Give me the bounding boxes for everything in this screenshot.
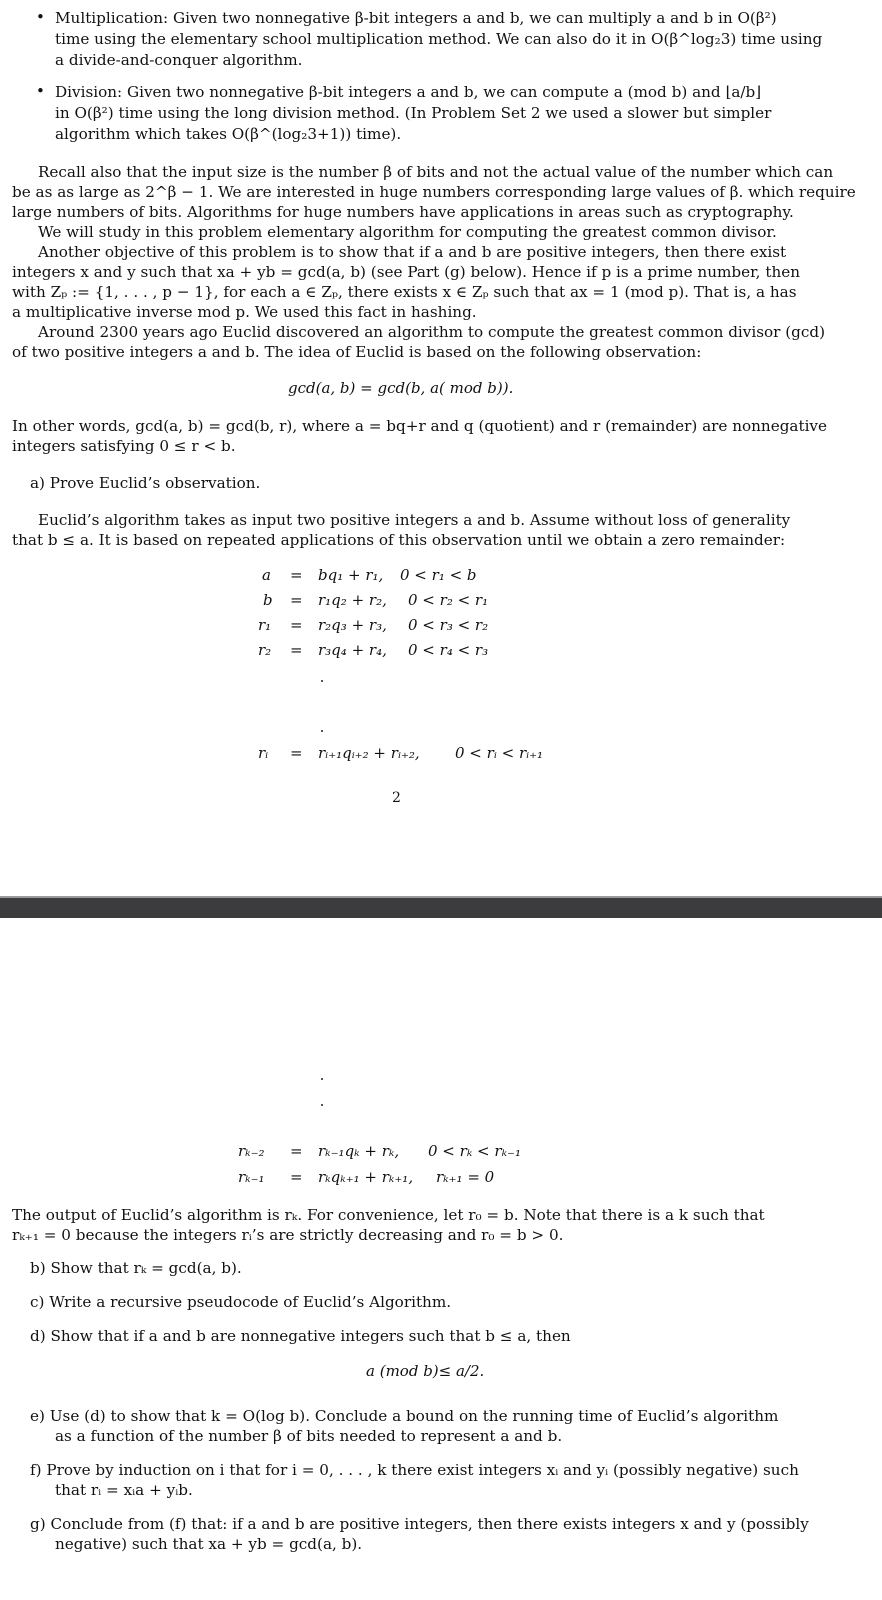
- bullet-multiplication-line-2: time using the elementary school multiplication method. We can also do it in O(β^log₂3) time using: [55, 30, 823, 48]
- recall-paragraph-line: be as as large as 2^β − 1. We are interested in huge numbers corresponding large values of β. which require: [12, 183, 856, 201]
- part-b-prompt: b) Show that rₖ = gcd(a, b).: [30, 1259, 242, 1277]
- bullet-marker: •: [36, 82, 45, 100]
- eq-rhs: rₖ₋₁qₖ + rₖ,: [318, 1142, 400, 1160]
- eq-rhs: r₂q₃ + r₃,: [318, 616, 387, 634]
- eq-equals: =: [290, 566, 303, 584]
- bullet-division-line-1: Division: Given two nonnegative β-bit integers a and b, we can compute a (mod b) and ⌊a/b⌋: [55, 83, 762, 101]
- eq-rhs: bq₁ + r₁,: [318, 566, 384, 584]
- part-f-prompt-line: that rᵢ = xᵢa + yᵢb.: [55, 1481, 193, 1499]
- objective-paragraph-line: Another objective of this problem is to show that if a and b are positive integers, then there exist: [38, 243, 787, 261]
- eq-condition: 0 < r₂ < r₁: [408, 591, 489, 609]
- other-words-line: In other words, gcd(a, b) = gcd(b, r), where a = bq+r and q (quotient) and r (remainder) are nonnegative: [12, 417, 828, 435]
- part-g-prompt-line: negative) such that xa + yb = gcd(a, b).: [55, 1535, 363, 1553]
- eq-equals: =: [290, 641, 303, 659]
- bullet-division-line-3: algorithm which takes O(β^(log₂3+1)) time).: [55, 125, 402, 143]
- part-d-prompt: d) Show that if a and b are nonnegative integers such that b ≤ a, then: [30, 1327, 571, 1345]
- eq-condition: 0 < r₃ < r₂: [408, 616, 489, 634]
- eq-lhs: rᵢ: [258, 744, 269, 762]
- eq-lhs: rₖ₋₂: [238, 1142, 265, 1160]
- eq-condition: 0 < r₁ < b: [400, 566, 477, 584]
- eq-rhs: rᵢ₊₁qᵢ₊₂ + rᵢ₊₂,: [318, 744, 420, 762]
- page-number: 2: [392, 790, 401, 806]
- part-f-prompt-line: f) Prove by induction on i that for i = 0, . . . , k there exist integers xᵢ and yᵢ (possibly negative) such: [30, 1461, 799, 1479]
- ellipsis-dot: [321, 730, 323, 732]
- eq-lhs: rₖ₋₁: [238, 1168, 265, 1186]
- eq-condition: 0 < rᵢ < rᵢ₊₁: [455, 744, 544, 762]
- eq-condition: 0 < r₄ < r₃: [408, 641, 489, 659]
- eq-lhs: b: [263, 591, 273, 609]
- bullet-multiplication-line-3: a divide-and-conquer algorithm.: [55, 51, 303, 69]
- part-d-inequality: a (mod b)≤ a/2.: [366, 1362, 485, 1380]
- eq-equals: =: [290, 591, 303, 609]
- eq-equals: =: [290, 1168, 303, 1186]
- eq-lhs: r₁: [258, 616, 272, 634]
- objective-paragraph-line: a multiplicative inverse mod p. We used this fact in hashing.: [12, 303, 477, 321]
- part-c-prompt: c) Write a recursive pseudocode of Euclid’s Algorithm.: [30, 1293, 452, 1311]
- euclid-paragraph-line: of two positive integers a and b. The idea of Euclid is based on the following observation:: [12, 343, 702, 361]
- output-paragraph-line: rₖ₊₁ = 0 because the integers rᵢ’s are strictly decreasing and r₀ = b > 0.: [12, 1226, 564, 1244]
- bullet-division-line-2: in O(β²) time using the long division method. (In Problem Set 2 we used a slower but simpler: [55, 104, 772, 122]
- eq-rhs: r₃q₄ + r₄,: [318, 641, 387, 659]
- eq-condition: 0 < rₖ < rₖ₋₁: [428, 1142, 521, 1160]
- ellipsis-dot: [321, 1078, 323, 1080]
- ellipsis-dot: [321, 680, 323, 682]
- study-paragraph-line: We will study in this problem elementary algorithm for computing the greatest common divisor.: [38, 223, 777, 241]
- recall-paragraph-line: Recall also that the input size is the number β of bits and not the actual value of the number which can: [38, 163, 834, 181]
- output-paragraph-line: The output of Euclid’s algorithm is rₖ. For convenience, let r₀ = b. Note that there is a k such that: [12, 1206, 765, 1224]
- algorithm-intro-line: that b ≤ a. It is based on repeated applications of this observation until we obtain a zero remainder:: [12, 531, 786, 549]
- eq-equals: =: [290, 1142, 303, 1160]
- euclid-observation-equation: gcd(a, b) = gcd(b, a( mod b)).: [288, 379, 514, 397]
- objective-paragraph-line: with Zₚ := {1, . . . , p − 1}, for each a ∈ Zₚ, there exists x ∈ Zₚ such that ax = 1 (mod p). That is, a has: [12, 283, 797, 301]
- part-a-prompt: a) Prove Euclid’s observation.: [30, 474, 261, 492]
- eq-lhs: r₂: [258, 641, 272, 659]
- eq-condition: rₖ₊₁ = 0: [436, 1168, 495, 1186]
- algorithm-intro-line: Euclid’s algorithm takes as input two positive integers a and b. Assume without loss of generality: [38, 511, 791, 529]
- part-e-prompt-line: e) Use (d) to show that k = O(log b). Conclude a bound on the running time of Euclid’s algorithm: [30, 1407, 779, 1425]
- objective-paragraph-line: integers x and y such that xa + yb = gcd(a, b) (see Part (g) below). Hence if p is a prime number, then: [12, 263, 800, 281]
- eq-rhs: rₖqₖ₊₁ + rₖ₊₁,: [318, 1168, 414, 1186]
- bullet-multiplication-line-1: Multiplication: Given two nonnegative β-bit integers a and b, we can multiply a and b in O(β²): [55, 9, 777, 27]
- eq-rhs: r₁q₂ + r₂,: [318, 591, 387, 609]
- bullet-marker: •: [36, 8, 45, 26]
- recall-paragraph-line: large numbers of bits. Algorithms for huge numbers have applications in areas such as cryptography.: [12, 203, 794, 221]
- other-words-line: integers satisfying 0 ≤ r < b.: [12, 437, 236, 455]
- eq-equals: =: [290, 616, 303, 634]
- ellipsis-dot: [321, 1104, 323, 1106]
- page-separator: [0, 896, 882, 918]
- part-e-prompt-line: as a function of the number β of bits needed to represent a and b.: [55, 1427, 563, 1445]
- eq-equals: =: [290, 744, 303, 762]
- part-g-prompt-line: g) Conclude from (f) that: if a and b are positive integers, then there exists integers x and y (possibly: [30, 1515, 809, 1533]
- euclid-paragraph-line: Around 2300 years ago Euclid discovered an algorithm to compute the greatest common divisor (gcd): [38, 323, 826, 341]
- document-page-2: [0, 916, 882, 1600]
- eq-lhs: a: [262, 566, 271, 584]
